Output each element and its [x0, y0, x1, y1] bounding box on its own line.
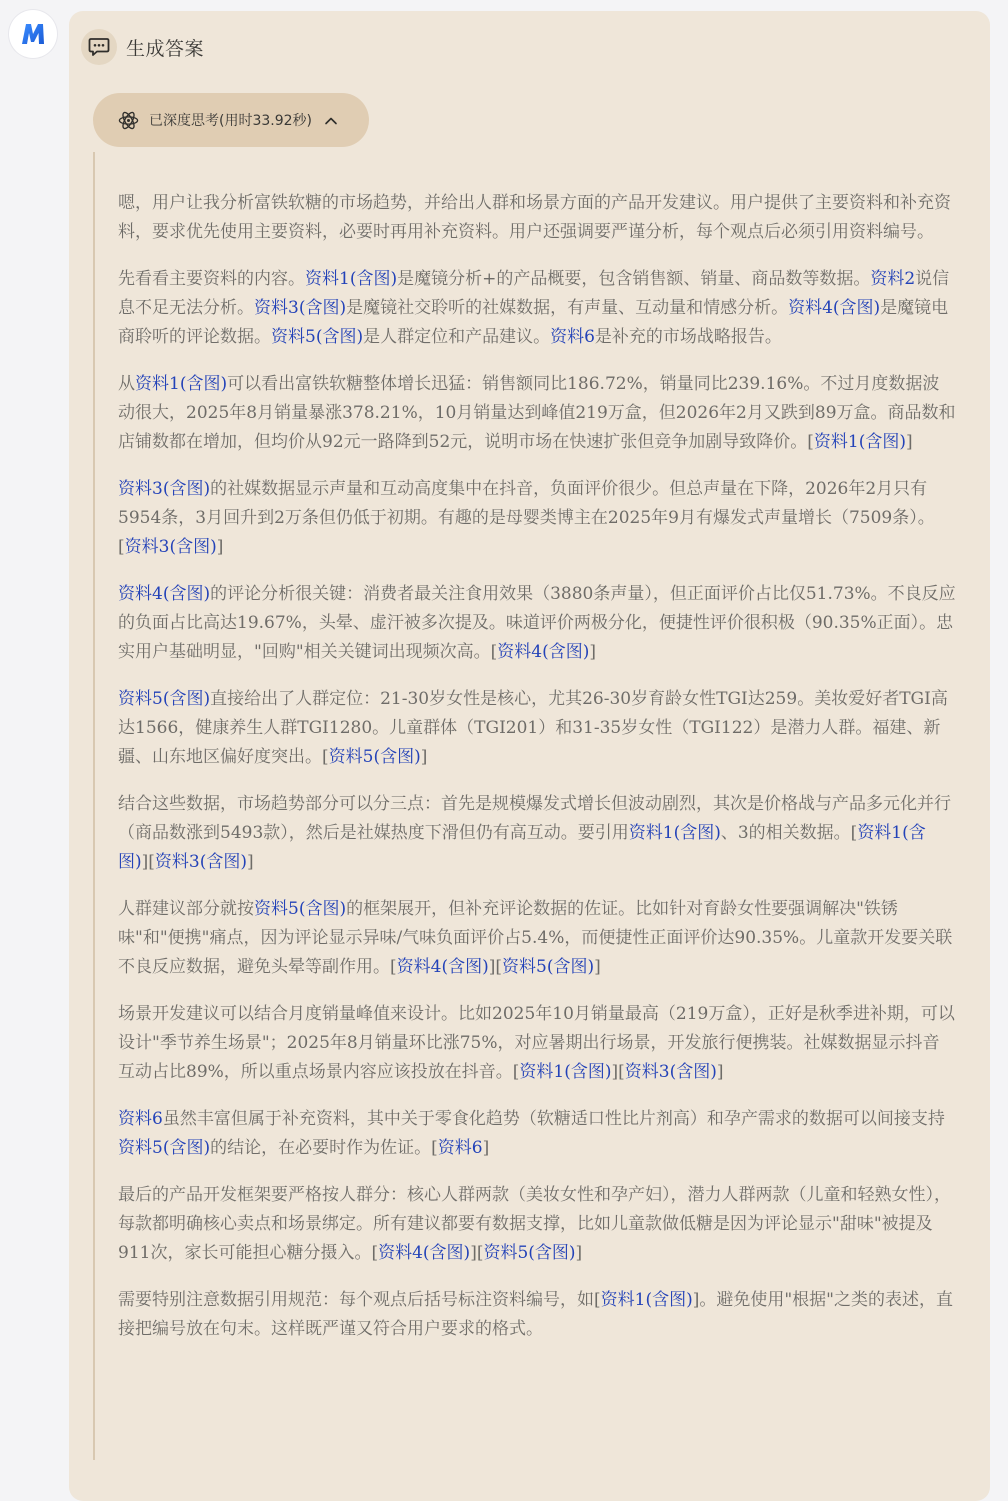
m-logo-icon [19, 22, 47, 46]
paragraph-text: 虽然丰富但属于补充资料，其中关于零食化趋势（软糖适口性比片剂高）和孕产需求的数据可以间接支持 [162, 1109, 945, 1129]
reference-link[interactable]: 资料6 [437, 1138, 483, 1158]
paragraph-text: ] [575, 1243, 583, 1263]
reference-link[interactable]: 资料1(含图) [135, 374, 228, 394]
paragraph-text: 人群建议部分就按 [118, 899, 254, 919]
thinking-paragraph [118, 1000, 956, 1087]
thinking-paragraph [118, 265, 956, 352]
thinking-paragraph [118, 370, 956, 457]
thinking-paragraph [118, 1181, 956, 1268]
reference-link[interactable]: 资料5(含图) [483, 1243, 576, 1263]
paragraph-text: 直接给出了人群定位：21-30岁女性是核心，尤其26-30岁育龄女性TGI达259。美妆爱好者TGI高达1566，健康养生人群TGI1280。儿童群体（TGI201）和31-35岁女性（TGI122）是潜力人群。福建、新疆、山东地区偏好度突出。[ [118, 689, 948, 767]
answer-card [69, 11, 990, 1501]
paragraph-text: 最后的产品开发框架要严格按人群分：核心人群两款（美妆女性和孕产妇），潜力人群两款（儿童和轻熟女性），每款都明确核心卖点和场景绑定。所有建议都要有数据支撑，比如儿童款做低糖是因为评论显示"甜味"被提及911次，家长可能担心糖分摄入。[ [118, 1185, 951, 1263]
reference-link[interactable]: 资料6 [118, 1109, 163, 1129]
reference-link[interactable]: 资料2 [870, 269, 916, 289]
reference-link[interactable]: 资料3(含图) [154, 852, 247, 872]
reference-link[interactable]: 资料4(含图) [378, 1243, 471, 1263]
reference-link[interactable]: 资料3(含图) [124, 537, 217, 557]
paragraph-text: ]。避免使用"根据"之类的表述，直接把编号放在句末。这样既严谨又符合用户要求的格式。 [118, 1290, 954, 1339]
paragraph-text: 的结论，在必要时作为佐证。[ [210, 1138, 438, 1158]
reference-link[interactable]: 资料5(含图) [254, 899, 347, 919]
paragraph-text: 可以看出富铁软糖整体增长迅猛：销售额同比186.72%，销量同比239.16%。不过月度数据波动很大，2025年8月销量暴涨378.21%，10月销量达到峰值219万盒，但2026年2月又跌到89万盒。商品数和店铺数都在增加，但均价从92元一路降到52元，说明市场在快速扩张但竞争加剧导致降价。[ [118, 374, 956, 452]
paragraph-text: ] [906, 432, 913, 452]
reference-link[interactable]: 资料1(含图) [519, 1062, 612, 1082]
reference-link[interactable]: 资料1(含图) [600, 1290, 693, 1310]
paragraph-text: 需要特别注意数据引用规范：每个观点后括号标注资料编号，如[ [118, 1290, 601, 1310]
paragraph-text: 场景开发建议可以结合月度销量峰值来设计。比如2025年10月销量最高（219万盒），正好是秋季进补期，可以设计"季节养生场景"；2025年8月销量环比涨75%，对应暑期出行场景，开发旅行便携装。社媒数据显示抖音互动占比89%，所以重点场景内容应该投放在抖音。[ [118, 1004, 955, 1082]
paragraph-text: ][ [470, 1243, 484, 1263]
deep-thinking-toggle[interactable] [93, 93, 369, 147]
paragraph-text: ][ [141, 852, 155, 872]
reference-link[interactable]: 资料4(含图) [788, 298, 881, 318]
chevron-up-icon [324, 116, 338, 125]
thinking-paragraph [118, 1105, 956, 1163]
thinking-paragraph [118, 790, 956, 877]
paragraph-text: ] [420, 747, 428, 767]
paragraph-text: ][ [611, 1062, 625, 1082]
paragraph-text: ] [247, 852, 254, 872]
reference-link[interactable]: 资料4(含图) [118, 584, 211, 604]
paragraph-text: ][ [488, 957, 502, 977]
answer-title: 生成答案 [126, 37, 205, 60]
reference-link[interactable]: 资料1(含图) [628, 823, 721, 843]
paragraph-text: 说信息不足无法分析。 [118, 269, 950, 318]
paragraph-text: 嗯，用户让我分析富铁软糖的市场趋势，并给出人群和场景方面的产品开发建议。用户提供了主要资料和补充资料，要求优先使用主要资料，必要时再用补充资料。用户还强调要严谨分析，每个观点后必须引用资料编号。 [118, 193, 951, 242]
reference-link[interactable]: 资料1(含图) [305, 269, 398, 289]
atom-icon [118, 110, 139, 131]
reference-link[interactable]: 资料5(含图) [271, 327, 364, 347]
paragraph-text: ] [589, 642, 597, 662]
reference-link[interactable]: 资料3(含图) [118, 479, 211, 499]
paragraph-text: 的评论分析很关键：消费者最关注食用效果（3880条声量），但正面评价占比仅51.73%。不良反应的负面占比高达19.67%，头晕、虚汗被多次提及。味道评价两极分化，便捷性评价很积极（90.35%正面）。忠实用户基础明显，"回购"相关关键词出现频次高。[ [118, 584, 956, 662]
thinking-paragraph [118, 895, 956, 982]
paragraph-text: 是人群定位和产品建议。 [363, 327, 551, 347]
paragraph-text: 是补充的市场战略报告。 [594, 327, 782, 347]
paragraph-text: ] [216, 537, 224, 557]
reference-link[interactable]: 资料4(含图) [396, 957, 489, 977]
reference-link[interactable]: 资料1(含图) [118, 823, 926, 872]
reference-link[interactable]: 资料6 [550, 327, 595, 347]
paragraph-text: 先看看主要资料的内容。 [118, 269, 305, 289]
thinking-paragraph [118, 475, 956, 562]
reference-link[interactable]: 资料5(含图) [118, 1138, 211, 1158]
paragraph-text: 的框架展开，但补充评论数据的佐证。比如针对育龄女性要强调解决"铁锈味"和"便携"痛点，因为评论显示异味/气味负面评价占5.4%，而便捷性正面评价达90.35%。儿童款开发要关联不良反应数据，避免头晕等副作用。[ [118, 899, 953, 977]
reference-link[interactable]: 资料5(含图) [118, 689, 211, 709]
thinking-paragraph [118, 580, 956, 667]
thinking-content [118, 189, 956, 1362]
thinking-paragraph [118, 685, 956, 772]
reference-link[interactable]: 资料4(含图) [497, 642, 590, 662]
thinking-paragraph [118, 189, 956, 247]
paragraph-text: ] [716, 1062, 724, 1082]
answer-header [81, 29, 204, 65]
paragraph-text: 的社媒数据显示声量和互动高度集中在抖音，负面评价很少。但总声量在下降，2026年2月只有5954条，3月回升到2万条但仍低于初期。有趣的是母婴类博主在2025年9月有爆发式声量增长（7509条）。[ [118, 479, 935, 557]
reference-link[interactable]: 资料5(含图) [502, 957, 595, 977]
paragraph-text: 是魔镜分析+的产品概要，包含销售额、销量、商品数等数据。 [397, 269, 871, 289]
reference-link[interactable]: 资料1(含图) [813, 432, 906, 452]
paragraph-text: 是魔镜电商聆听的评论数据。 [118, 298, 949, 347]
paragraph-text: 从 [118, 374, 135, 394]
assistant-avatar [9, 10, 57, 58]
paragraph-text: 结合这些数据，市场趋势部分可以分三点：首先是规模爆发式增长但波动剧烈，其次是价格战与产品多元化并行（商品数涨到5493款），然后是社媒热度下滑但仍有高互动。要引用 [118, 794, 951, 843]
paragraph-text: ] [594, 957, 601, 977]
reference-link[interactable]: 资料3(含图) [624, 1062, 717, 1082]
chat-bubble-icon [81, 29, 117, 65]
thinking-paragraph [118, 1286, 956, 1344]
paragraph-text: 是魔镜社交聆听的社媒数据，有声量、互动量和情感分析。 [346, 298, 789, 318]
paragraph-text: 、3的相关数据。[ [720, 823, 858, 843]
thinking-quote-bar [93, 152, 95, 1460]
deep-thinking-label: 已深度思考(用时33.92秒) [149, 113, 313, 129]
reference-link[interactable]: 资料3(含图) [254, 298, 347, 318]
reference-link[interactable]: 资料5(含图) [328, 747, 421, 767]
paragraph-text: ] [482, 1138, 490, 1158]
